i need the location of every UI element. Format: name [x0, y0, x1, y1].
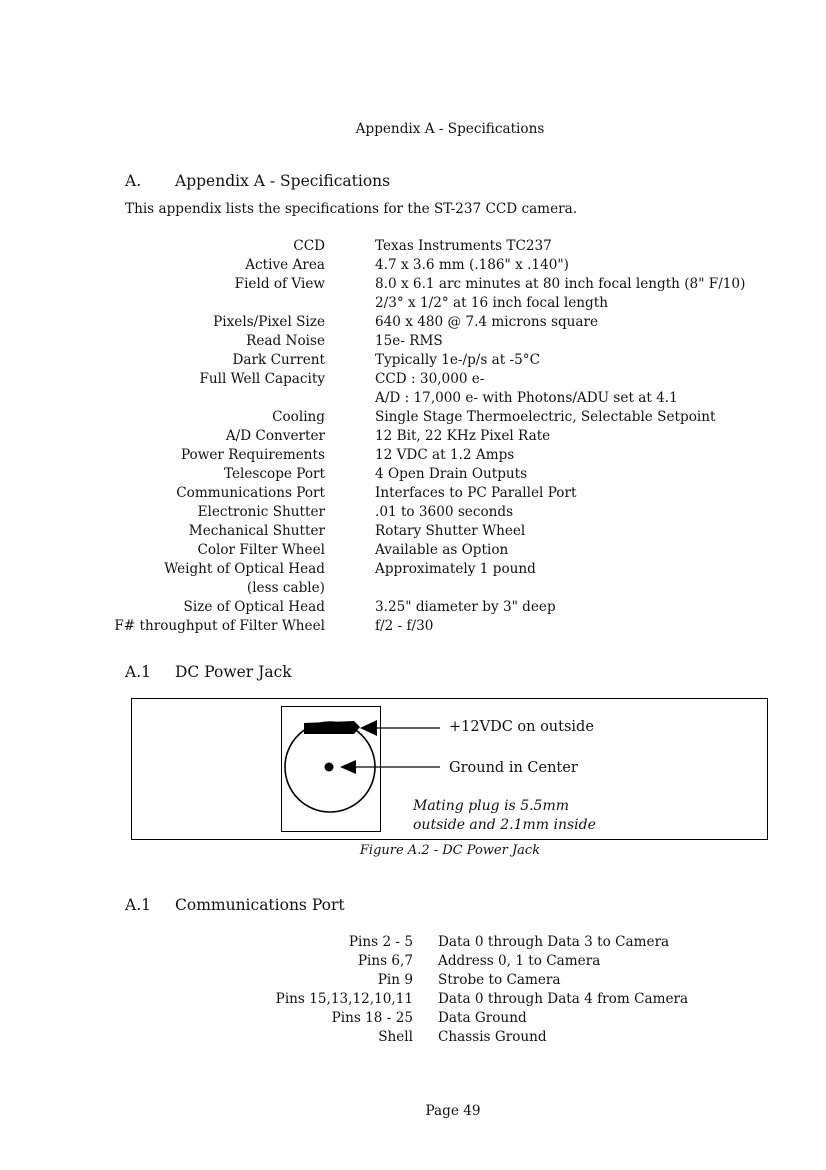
spec-value: f/2 - f/30 [375, 618, 434, 634]
section-power-number: A.1 [125, 663, 151, 681]
spec-value: 4.7 x 3.6 mm (.186" x .140") [375, 257, 569, 273]
section-a-number: A. [125, 172, 142, 190]
pin-label: Pins 2 - 5 [348, 934, 413, 950]
section-a-title: Appendix A - Specifications [175, 172, 391, 190]
pin-value: Chassis Ground [438, 1029, 547, 1045]
spec-value: 640 x 480 @ 7.4 microns square [375, 314, 599, 330]
callout-center: Ground in Center [449, 760, 578, 776]
spec-label: Pixels/Pixel Size [213, 314, 325, 330]
spec-label: Electronic Shutter [197, 504, 325, 520]
spec-value: 4 Open Drain Outputs [375, 466, 528, 482]
spec-value: 8.0 x 6.1 arc minutes at 80 inch focal length (8" F/10) [375, 276, 746, 292]
arrow-center-head [340, 760, 356, 774]
spec-label: CCD [293, 238, 325, 254]
pin-label: Pins 18 - 25 [331, 1010, 413, 1026]
figure-caption: Figure A.2 - DC Power Jack [359, 843, 541, 858]
spec-value: Available as Option [375, 542, 509, 558]
spec-label: Field of View [234, 276, 325, 292]
spec-label: A/D Converter [225, 428, 325, 444]
spec-label: Weight of Optical Head [164, 561, 325, 577]
spec-label: Active Area [245, 257, 325, 273]
spec-value: Approximately 1 pound [375, 561, 536, 577]
mating-note-line-2: outside and 2.1mm inside [413, 817, 596, 833]
section-comm-number: A.1 [125, 896, 151, 914]
page-number: Page 49 [425, 1103, 481, 1119]
section-power-title: DC Power Jack [175, 663, 292, 681]
section-comm-title: Communications Port [175, 896, 345, 914]
pin-row [0, 990, 826, 1009]
pin-row [0, 1009, 826, 1028]
spec-value: 12 Bit, 22 KHz Pixel Rate [375, 428, 551, 444]
pin-value: Data Ground [438, 1010, 527, 1026]
spec-label: (less cable) [246, 580, 325, 596]
pin-value: Data 0 through Data 4 from Camera [438, 991, 689, 1007]
outer-contact [304, 721, 360, 734]
pin-value: Data 0 through Data 3 to Camera [438, 934, 670, 950]
spec-value: Interfaces to PC Parallel Port [375, 485, 577, 501]
spec-value: Rotary Shutter Wheel [375, 523, 526, 539]
spec-value: Texas Instruments TC237 [375, 238, 552, 254]
spec-value: Typically 1e-/p/s at -5°C [375, 352, 540, 368]
spec-label: Color Filter Wheel [197, 542, 325, 558]
spec-value: .01 to 3600 seconds [375, 504, 514, 520]
spec-value: 12 VDC at 1.2 Amps [375, 447, 515, 463]
pin-label: Pin 9 [377, 972, 413, 988]
spec-label: Cooling [272, 409, 325, 425]
spec-label: F# throughput of Filter Wheel [114, 618, 325, 634]
pin-label: Shell [378, 1029, 413, 1045]
spec-value: A/D : 17,000 e- with Photons/ADU set at 4.1 [375, 390, 678, 406]
spec-value: 2/3° x 1/2° at 16 inch focal length [375, 295, 608, 311]
center-pin [325, 763, 334, 772]
pin-row [0, 1028, 826, 1047]
spec-label: Telescope Port [223, 466, 325, 482]
running-header: Appendix A - Specifications [355, 121, 545, 137]
callout-outside: +12VDC on outside [449, 719, 594, 735]
spec-value: CCD : 30,000 e- [375, 371, 485, 387]
spec-label: Power Requirements [180, 447, 325, 463]
spec-label: Mechanical Shutter [188, 523, 325, 539]
spec-value: 15e- RMS [375, 333, 443, 349]
spec-label: Read Noise [246, 333, 325, 349]
spec-label: Size of Optical Head [183, 599, 325, 615]
pin-label: Pins 6,7 [357, 953, 413, 969]
spec-value: 3.25" diameter by 3" deep [375, 599, 556, 615]
pin-row [0, 952, 826, 971]
arrow-outside-head [360, 720, 377, 736]
spec-label: Full Well Capacity [199, 371, 325, 387]
pin-label: Pins 15,13,12,10,11 [275, 991, 413, 1007]
pin-value: Strobe to Camera [438, 972, 561, 988]
pin-value: Address 0, 1 to Camera [438, 953, 601, 969]
spec-value: Single Stage Thermoelectric, Selectable Setpoint [375, 409, 716, 425]
mating-note-line-1: Mating plug is 5.5mm [413, 798, 570, 814]
spec-label: Communications Port [176, 485, 325, 501]
pin-row [0, 971, 826, 990]
spec-label: Dark Current [232, 352, 325, 368]
pin-row [0, 933, 826, 952]
intro-paragraph: This appendix lists the specifications for the ST-237 CCD camera. [125, 201, 578, 217]
